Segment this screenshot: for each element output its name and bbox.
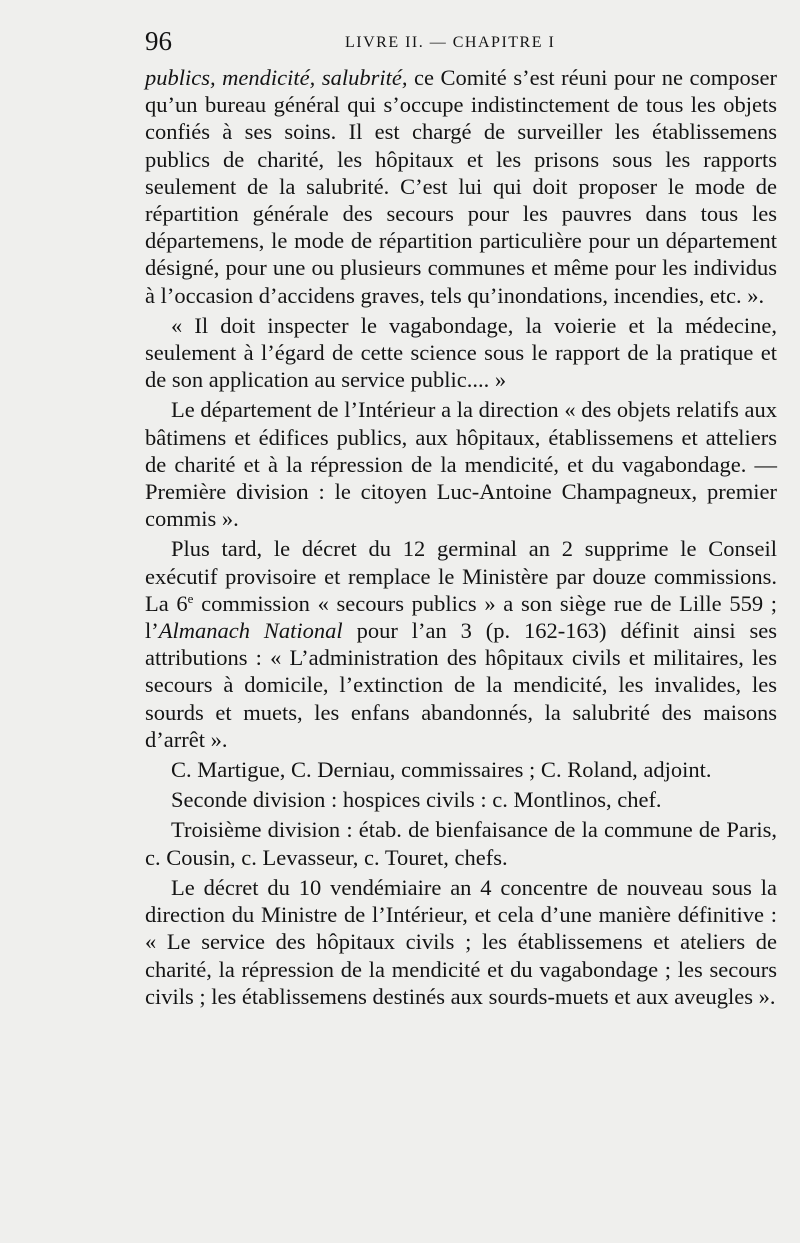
paragraph-text: ce Comité s’est réuni pour ne composer qu’un bureau général qui s’occupe indistinctement de tous les objets confiés à ses soins. Il est chargé de surveiller les établissemens publics de charité, les hôpitaux et les prisons sous les rapports seulement de la salubrité. C’est lui qui doit proposer le mode de répartition générale des secours pour les pauvres dans tous les départemens, le mode de répartition particulière pour un département désigné, pour une ou plusieurs communes et même pour les individus à l’occasion d’accidens graves, tels qu’inondations, incendies, etc. ». (145, 65, 777, 308)
page-number: 96 (145, 26, 172, 56)
running-head: LIVRE II. — CHAPITRE I (345, 34, 556, 51)
paragraph-continued (145, 64, 777, 309)
paragraph (145, 535, 777, 753)
superscript: e (187, 590, 194, 606)
paragraph: Le département de l’Intérieur a la direction « des objets relatifs aux bâtimens et édifices publics, aux hôpitaux, établissemens et atteliers de charité et à la répression de la mendicité, et du vagabondage. — Première division : le citoyen Luc-Antoine Champagneux, premier commis ». (145, 397, 777, 532)
italic-title: Almanach National (158, 618, 343, 644)
paragraph-text: pour l’an 3 (p. 162-163) définit ainsi ses attributions : « L’administration des hôpitaux civils et militaires, les secours à domicile, l’extinction de la mendicité, les invalides, les sourds et muets, les enfans abandonnés, la salubrité des maisons d’arrêt ». (145, 618, 777, 752)
page-header (145, 26, 772, 62)
paragraph: « Il doit inspecter le vagabondage, la voierie et la médecine, seulement à l’égard de cette science sous le rapport de la pratique et de son application au service public.... » (145, 312, 777, 393)
paragraph: Troisième division : étab. de bienfaisance de la commune de Paris, c. Cousin, c. Levasseur, c. Touret, chefs. (145, 817, 777, 870)
body-text (145, 64, 777, 1010)
paragraph: Seconde division : hospices civils : c. Montlinos, chef. (171, 787, 662, 813)
paragraph-text: Plus tard, le décret du 12 germinal an 2 supprime le Conseil exécutif provisoire et remplace le Ministère par douze commissions. La 6 (145, 536, 777, 616)
paragraph: Le décret du 10 vendémiaire an 4 concentre de nouveau sous la direction du Ministre de l’Intérieur, et cela d’une manière définitive : « Le service des hôpitaux civils ; les établissemens et ateliers de charité, la répression de la mendicité et du vagabondage ; les secours civils ; les établissemens destinés aux sourds-muets et aux aveugles ». (145, 874, 777, 1009)
italic-lead: publics, mendicité, salubrité, (145, 65, 408, 90)
paragraph-text: commission « secours publics » a son siège rue de Lille 559 ; l’ (145, 590, 777, 644)
paragraph: C. Martigue, C. Derniau, commissaires ; C. Roland, adjoint. (171, 757, 712, 783)
